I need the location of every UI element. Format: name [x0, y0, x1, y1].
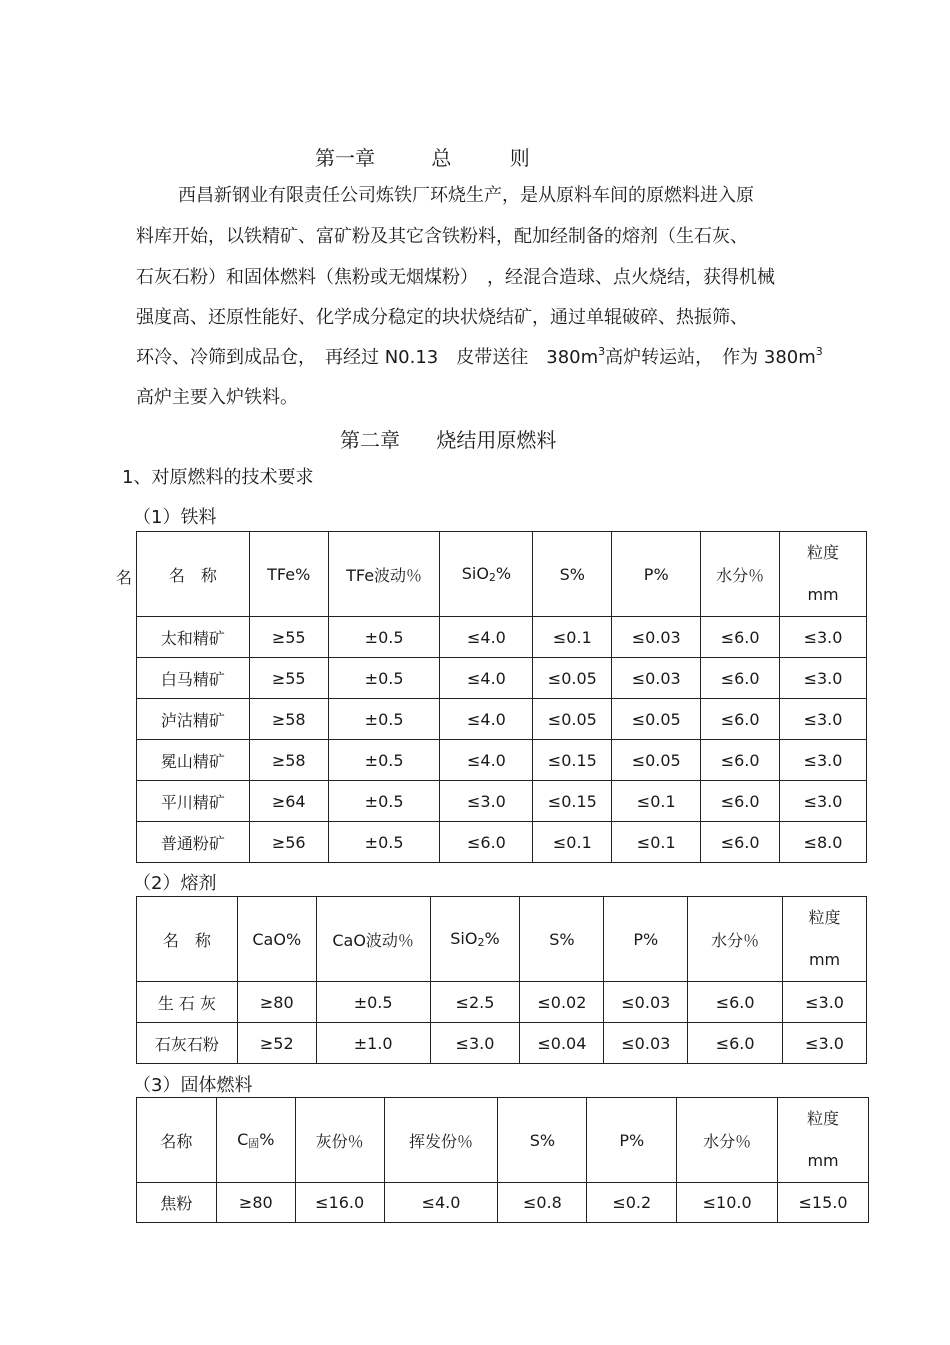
flux-caption: （2）熔剂: [133, 873, 217, 894]
section-heading: 1、对原燃料的技术要求: [122, 467, 314, 488]
table-cell: ±0.5: [328, 658, 440, 699]
table-row: [137, 1023, 867, 1064]
table-cell: 焦粉: [137, 1183, 217, 1223]
chapter1-line-5-part-b: 高炉转运站， 作为 380m: [605, 347, 816, 368]
table-cell: ±0.5: [328, 781, 440, 822]
table-cell: ≤3.0: [430, 1023, 520, 1064]
table-row: [137, 982, 867, 1023]
col-header-moisture: 水分％: [688, 897, 783, 982]
table-cell: ±0.5: [328, 740, 440, 781]
table-cell: ≤6.0: [701, 781, 780, 822]
table-cell: ≤2.5: [430, 982, 520, 1023]
table-cell: 白马精矿: [137, 658, 250, 699]
table-cell: 普通粉矿: [137, 822, 250, 863]
table-row: [137, 617, 867, 658]
col-header-s: S%: [533, 532, 612, 617]
table-header-row: [137, 897, 867, 982]
table-cell: ≥64: [249, 781, 328, 822]
table-cell: ≤10.0: [677, 1183, 778, 1223]
table-cell: ≤0.02: [520, 982, 604, 1023]
col-header-p: P%: [604, 897, 688, 982]
chapter1-line-5-part-a: 环冷、冷筛到成品仓， 再经过 N0.13 皮带送往 380m: [136, 347, 599, 368]
table-cell: ≤3.0: [440, 781, 533, 822]
col-header-tfe-fluct: TFe波动％: [328, 532, 440, 617]
chapter1-line-6: 高炉主要入炉铁料。: [136, 387, 298, 408]
table-cell: ≤0.1: [612, 822, 701, 863]
table-cell: ≤16.0: [295, 1183, 384, 1223]
table-cell: ≤0.15: [533, 781, 612, 822]
col-header-moisture: 水分％: [677, 1098, 778, 1183]
table-cell: ≥80: [216, 1183, 295, 1223]
superscript-3: 3: [598, 345, 606, 358]
table-cell: ≥80: [237, 982, 316, 1023]
table-cell: ≥56: [249, 822, 328, 863]
col-header-size: 粒度 mm: [780, 532, 867, 617]
col-header-cao: CaO%: [237, 897, 316, 982]
table-cell: ≤0.05: [612, 699, 701, 740]
table-cell: 平川精矿: [137, 781, 250, 822]
table-cell: ≤0.2: [587, 1183, 677, 1223]
col-header-tfe: TFe%: [249, 532, 328, 617]
table-cell: ±0.5: [316, 982, 430, 1023]
col-header-size: 粒度 mm: [783, 897, 867, 982]
table-cell: ≤3.0: [780, 740, 867, 781]
table-cell: ≤0.03: [604, 1023, 688, 1064]
table-cell: ≤6.0: [701, 617, 780, 658]
col-header-p: P%: [587, 1098, 677, 1183]
chapter1-line-4: 强度高、还原性能好、化学成分稳定的块状烧结矿，通过单辊破碎、热振筛、: [136, 307, 748, 328]
chapter1-title-char1: 总: [431, 146, 452, 170]
table-cell: ≥52: [237, 1023, 316, 1064]
table-cell: ≤0.03: [612, 658, 701, 699]
superscript-3: 3: [815, 345, 823, 358]
table-cell: 泸沽精矿: [137, 699, 250, 740]
col-header-volatile: 挥发份％: [384, 1098, 498, 1183]
table-header-row: [137, 532, 867, 617]
chapter1-line-2: 料库开始，以铁精矿、富矿粉及其它含铁粉料，配加经制备的熔剂（生石灰、: [136, 226, 748, 247]
col-header-fixed-carbon: $C_固\%$: [216, 1098, 295, 1183]
col-header-name: 名 称: [137, 532, 250, 617]
col-header-name: 名称: [137, 1098, 217, 1183]
col-header-s: S%: [498, 1098, 587, 1183]
col-header-sio2: SiO$_2$%: [440, 532, 533, 617]
table-cell: ≤4.0: [440, 617, 533, 658]
table-cell: ≥58: [249, 740, 328, 781]
table-cell: ≤0.05: [612, 740, 701, 781]
chapter1-line-3: 石灰石粉）和固体燃料（焦粉或无烟煤粉） ，经混合造球、点火烧结，获得机械: [136, 267, 775, 288]
table-header-row: [137, 1098, 869, 1183]
chapter2-title-text: 烧结用原燃料: [436, 428, 557, 452]
chapter1-title-number: 第一章: [315, 146, 375, 170]
table-cell: ≤3.0: [780, 699, 867, 740]
table-cell: ≤0.1: [533, 617, 612, 658]
table-cell: ≤8.0: [780, 822, 867, 863]
table-cell: ≤3.0: [780, 781, 867, 822]
table-cell: 生 石 灰: [137, 982, 238, 1023]
chapter1-title-char2: 则: [509, 146, 530, 170]
table-cell: ≤0.03: [604, 982, 688, 1023]
chapter2-title: [340, 424, 556, 453]
table-cell: ≤0.1: [533, 822, 612, 863]
table-cell: ≤6.0: [701, 658, 780, 699]
col-header-name: 名 称: [137, 897, 238, 982]
flux-table: [136, 896, 867, 1064]
table-cell: 太和精矿: [137, 617, 250, 658]
table-cell: ≤3.0: [780, 658, 867, 699]
table-cell: ≤6.0: [701, 740, 780, 781]
table-cell: ±1.0: [316, 1023, 430, 1064]
table-cell: 冕山精矿: [137, 740, 250, 781]
table-row: [137, 822, 867, 863]
table-cell: ≤0.1: [612, 781, 701, 822]
col-header-sio2: SiO$_2$%: [430, 897, 520, 982]
table-row: [137, 1183, 869, 1223]
iron-table: [136, 531, 867, 863]
table-cell: ≥58: [249, 699, 328, 740]
table-cell: ≤6.0: [688, 982, 783, 1023]
table-cell: ≤6.0: [701, 822, 780, 863]
table-cell: ≤0.8: [498, 1183, 587, 1223]
chapter2-title-number: 第二章: [340, 428, 400, 452]
col-header-ash: 灰份％: [295, 1098, 384, 1183]
table-row: [137, 781, 867, 822]
col-header-s: S%: [520, 897, 604, 982]
table-row: [137, 699, 867, 740]
table-cell: ≤4.0: [440, 699, 533, 740]
table-cell: ±0.5: [328, 822, 440, 863]
fuel-caption: （3）固体燃料: [133, 1075, 253, 1096]
table-cell: ≤4.0: [440, 658, 533, 699]
col-header-size: 粒度 mm: [778, 1098, 869, 1183]
table-cell: ≤0.03: [612, 617, 701, 658]
table-cell: ≤0.05: [533, 658, 612, 699]
table-row: [137, 658, 867, 699]
table-cell: ≤15.0: [778, 1183, 869, 1223]
table-cell: ≤6.0: [701, 699, 780, 740]
chapter1-line-1: 西昌新钢业有限责任公司炼铁厂环烧生产，是从原料车间的原燃料进入原: [178, 185, 754, 206]
table-cell: ≤3.0: [780, 617, 867, 658]
chapter1-title: [315, 142, 530, 171]
fuel-table: [136, 1097, 869, 1223]
table-cell: ≤6.0: [688, 1023, 783, 1064]
col-header-moisture: 水分％: [701, 532, 780, 617]
table-cell: ±0.5: [328, 617, 440, 658]
table-cell: ≤4.0: [384, 1183, 498, 1223]
table-cell: 石灰石粉: [137, 1023, 238, 1064]
table-cell: ≤4.0: [440, 740, 533, 781]
table-cell: ≤0.04: [520, 1023, 604, 1064]
col-header-p: P%: [612, 532, 701, 617]
table-row: [137, 740, 867, 781]
table-cell: ≥55: [249, 617, 328, 658]
table-cell: ≤3.0: [783, 982, 867, 1023]
col-header-cao-fluct: CaO波动％: [316, 897, 430, 982]
table-cell: ≤6.0: [440, 822, 533, 863]
iron-caption: （1）铁料: [133, 507, 217, 528]
table-cell: ≥55: [249, 658, 328, 699]
table-cell: ≤3.0: [783, 1023, 867, 1064]
chapter1-line-5: [136, 343, 823, 369]
table-cell: ±0.5: [328, 699, 440, 740]
stray-name-char: 名: [116, 568, 133, 587]
table-cell: ≤0.15: [533, 740, 612, 781]
table-cell: ≤0.05: [533, 699, 612, 740]
